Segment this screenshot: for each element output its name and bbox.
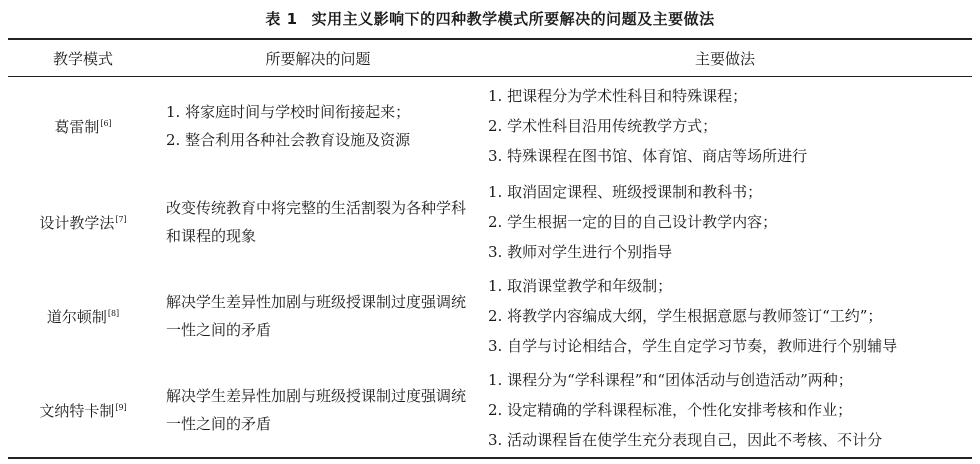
method-item: 2. 将教学内容编成大纲，学生根据意愿与教师签订“工约”； bbox=[488, 307, 883, 325]
reference-mark: [8] bbox=[107, 308, 120, 318]
mode-name: 文纳特卡制 bbox=[39, 401, 115, 420]
problem-cell bbox=[158, 175, 478, 269]
teaching-modes-table bbox=[8, 38, 972, 459]
table-row bbox=[8, 175, 972, 269]
table-caption bbox=[8, 0, 972, 38]
reference-mark: [7] bbox=[115, 214, 127, 224]
table-number: 表 1 bbox=[265, 10, 298, 28]
header-mode: 教学模式 bbox=[52, 49, 113, 68]
mode-cell bbox=[8, 363, 158, 458]
problem-cell bbox=[158, 269, 478, 363]
method-item: 1. 取消固定课程、班级授课制和教科书； bbox=[488, 183, 763, 201]
table-header-row bbox=[8, 39, 972, 77]
method-item: 3. 自学与讨论相结合，学生自定学习节奏，教师进行个别辅导 bbox=[488, 337, 898, 355]
problem-text: 改变传统教育中将完整的生活割裂为各种学科和课程的现象 bbox=[166, 199, 467, 245]
table-row bbox=[8, 77, 972, 176]
method-item: 3. 教师对学生进行个别指导 bbox=[488, 243, 673, 261]
problem-cell bbox=[158, 363, 478, 458]
method-cell bbox=[478, 269, 972, 363]
method-cell bbox=[478, 77, 972, 176]
method-cell bbox=[478, 363, 972, 458]
header-method: 主要做法 bbox=[694, 49, 755, 68]
method-item: 1. 把课程分为学术性科目和特殊课程； bbox=[488, 87, 748, 105]
mode-cell bbox=[8, 269, 158, 363]
mode-cell bbox=[8, 175, 158, 269]
table-row bbox=[8, 363, 972, 458]
method-item: 3. 特殊课程在图书馆、体育馆、商店等场所进行 bbox=[488, 147, 808, 165]
reference-mark: [9] bbox=[115, 402, 127, 412]
problem-cell bbox=[158, 77, 478, 176]
method-item: 2. 设定精确的学科课程标准，个性化安排考核和作业； bbox=[488, 401, 853, 419]
method-item: 3. 活动课程旨在使学生充分表现自己，因此不考核、不计分 bbox=[488, 431, 883, 449]
table-row bbox=[8, 269, 972, 363]
problem-text: 解决学生差异性加剧与班级授课制过度强调统一性之间的矛盾 bbox=[166, 387, 467, 433]
method-item: 1. 课程分为“学科课程”和“团体活动与创造活动”两种； bbox=[488, 371, 853, 389]
reference-mark: [6] bbox=[100, 118, 112, 128]
method-item: 2. 学生根据一定的目的自己设计教学内容； bbox=[488, 213, 778, 231]
method-cell bbox=[478, 175, 972, 269]
mode-name: 设计教学法 bbox=[39, 213, 115, 232]
problem-item: 2. 整合利用各种社会教育设施及资源 bbox=[166, 131, 411, 149]
table-title: 实用主义影响下的四种教学模式所要解决的问题及主要做法 bbox=[311, 10, 715, 28]
mode-name: 葛雷制 bbox=[54, 117, 100, 136]
mode-name: 道尔顿制 bbox=[46, 307, 107, 326]
method-item: 1. 取消课堂教学和年级制； bbox=[488, 277, 673, 295]
method-item: 2. 学术性科目沿用传统教学方式； bbox=[488, 117, 718, 135]
header-problem: 所要解决的问题 bbox=[265, 49, 371, 68]
problem-item: 1. 将家庭时间与学校时间衔接起来； bbox=[166, 103, 411, 121]
problem-text: 解决学生差异性加剧与班级授课制过度强调统一性之间的矛盾 bbox=[166, 293, 467, 339]
mode-cell bbox=[8, 77, 158, 176]
